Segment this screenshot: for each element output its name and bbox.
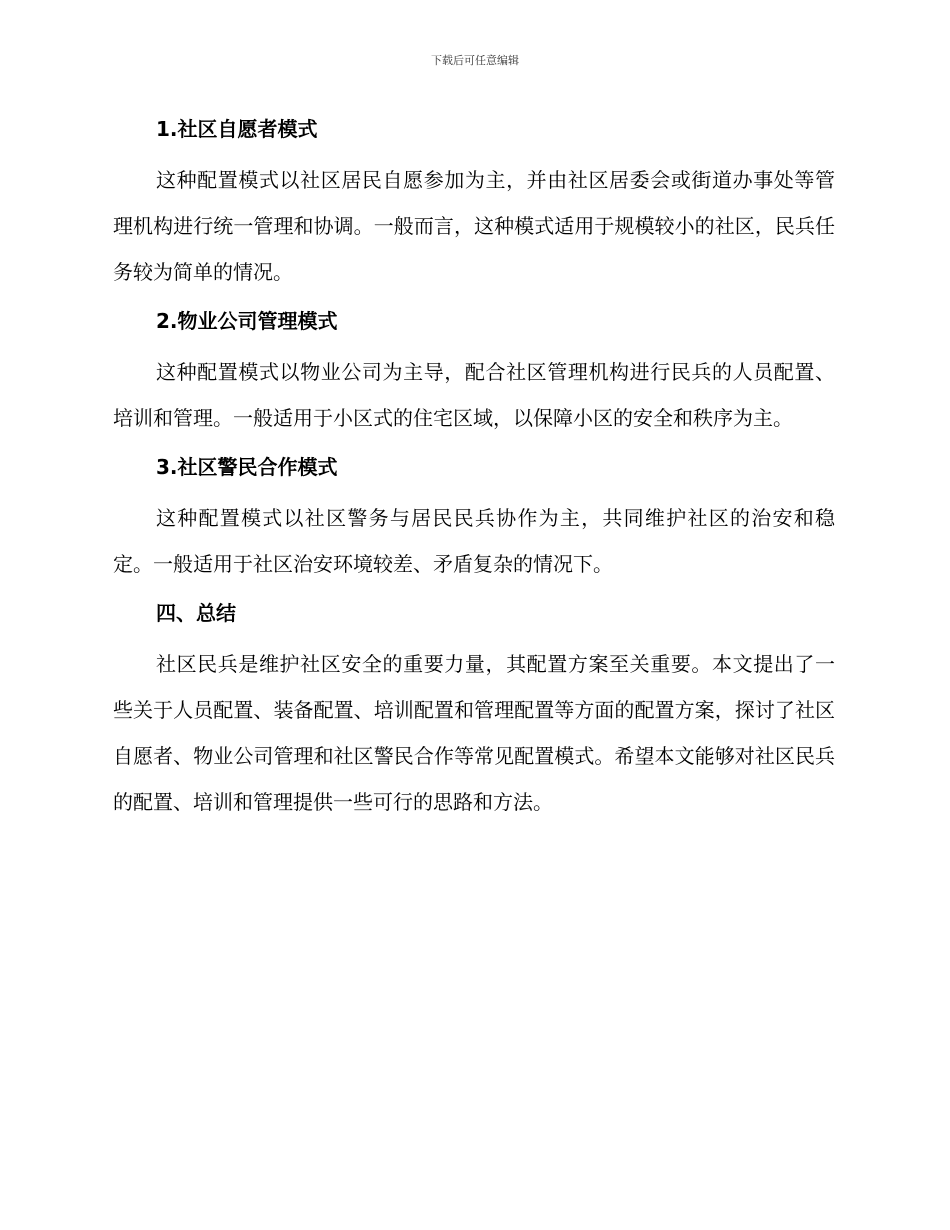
section-paragraph-summary: 社区民兵是维护社区安全的重要力量，其配置方案至关重要。本文提出了一些关于人员配置、装备配置、培训配置和管理配置等方面的配置方案，探讨了社区自愿者、物业公司管理和社区警民合作等常见配置模式。希望本文能够对社区民兵的配置、培训和管理提供一些可行的思路和方法。	[113, 652, 835, 814]
document-body	[113, 111, 835, 833]
section-paragraph-property-mode: 这种配置模式以物业公司为主导，配合社区管理机构进行民兵的人员配置、培训和管理。一般适用于小区式的住宅区域，以保障小区的安全和秩序为主。	[113, 360, 835, 430]
page-header-note: 下载后可任意编辑	[431, 54, 519, 67]
section-heading-police-mode: 3.社区警民合作模式	[156, 455, 338, 479]
section-heading-property-mode: 2.物业公司管理模式	[156, 309, 338, 333]
section-paragraph-police-mode: 这种配置模式以社区警务与居民民兵协作为主，共同维护社区的治安和稳定。一般适用于社区治安环境较差、矛盾复杂的情况下。	[113, 506, 835, 576]
section-heading-volunteer-mode: 1.社区自愿者模式	[156, 117, 318, 141]
section-heading-summary: 四、总结	[156, 601, 236, 625]
section-paragraph-volunteer-mode: 这种配置模式以社区居民自愿参加为主，并由社区居委会或街道办事处等管理机构进行统一管理和协调。一般而言，这种模式适用于规模较小的社区，民兵任务较为简单的情况。	[113, 168, 835, 284]
